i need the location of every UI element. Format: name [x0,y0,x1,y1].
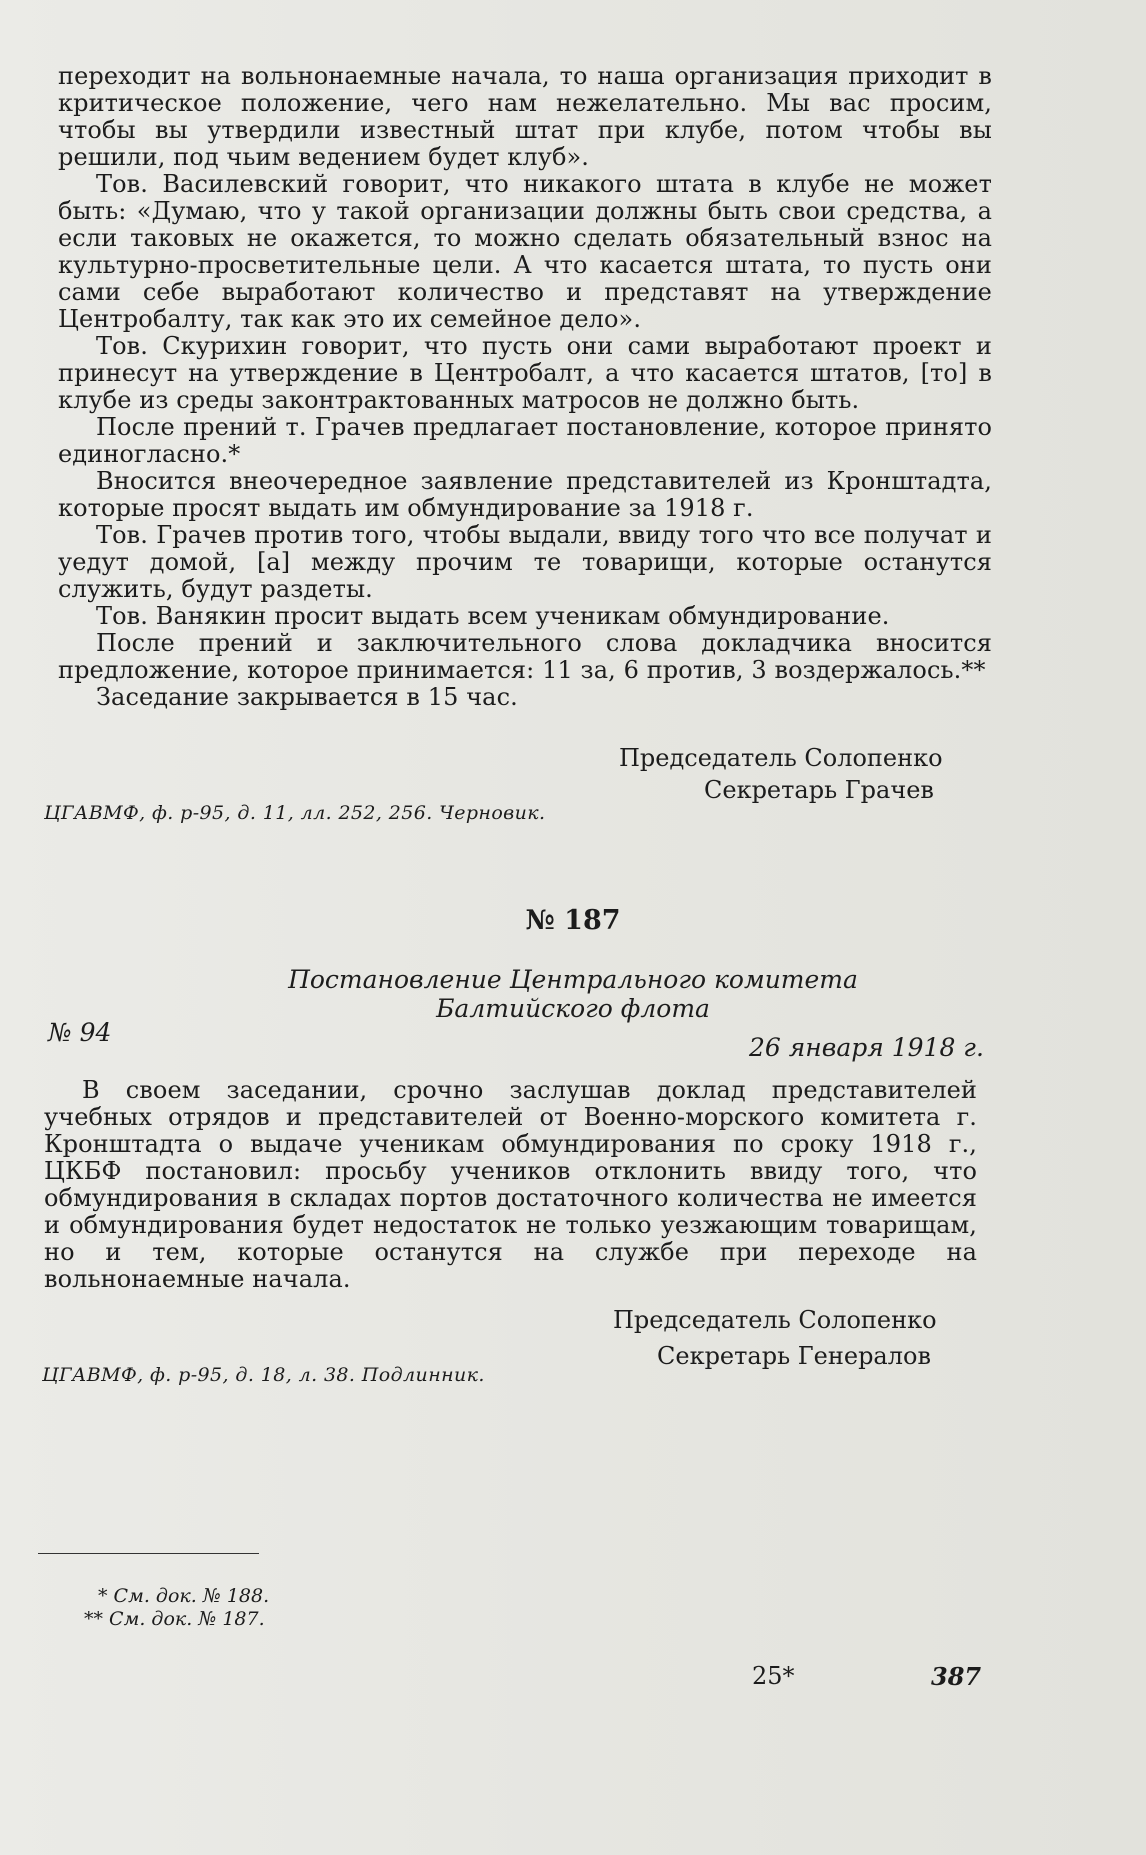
registration-number: № 94 [48,1018,112,1047]
paragraph-kronstadt-request: Вносится внеочередное заявление представителей из Кронштадта, которые просят выдать им обмундирование за 1918 г. [58,467,992,522]
footnote-1: * См. док. № 188. [98,1585,270,1607]
document-date: 26 января 1918 г. [749,1033,984,1062]
footnote-2: ** См. док. № 187. [84,1608,265,1630]
paragraph-grachev-against: Тов. Грачев против того, чтобы выдали, ввиду того что все получат и уедут домой, [а] между прочим те товарищи, которые останутся служить, будут раздеты. [58,521,992,603]
paragraph-vasilevsky: Тов. Василевский говорит, что никакого штата в клубе не может быть: «Думаю, что у такой организации должны быть свои средства, а если таковых не окажется, то можно сделать обязательный взнос на культурно-просветительные цели. А что касается штата, то пусть они сами себе выработают количество и представят на утверждение Центробалту, так как это их семейное дело». [58,170,992,333]
paragraph-closing: Заседание закрывается в 15 час. [96,683,518,711]
paragraph-continuation: переходит на вольнонаемные начала, то наша организация приходит в критическое положение, чего нам нежелательно. Мы вас просим, чтобы вы утвердили известный штат при клубе, потом чтобы вы решили, под чьим ведением будет клуб». [58,62,992,171]
signature-mark: 25* [752,1662,795,1690]
paragraph-skurikhin: Тов. Скурихин говорит, что пусть они сами выработают проект и принесут на утверждение в Центробалт, а что касается штатов, [то] в клубе из среды законтрактованных матросов не должно быть. [58,332,992,414]
secretary-signature-1: Секретарь Грачев [704,776,934,804]
resolution-text-block [44,1077,977,1293]
page-number: 387 [931,1662,982,1691]
paragraph-vanyakin: Тов. Ванякин просит выдать всем ученикам обмундирование. [96,602,890,630]
document-title-line-1: Постановление Центрального комитета [288,965,858,994]
paragraph-vote: После прений и заключительного слова докладчика вносится предложение, которое принимается: 11 за, 6 против, 3 воздержалось.** [58,629,992,684]
document-number: № 187 [525,905,621,936]
top-text-block [58,63,992,711]
archive-source-1: ЦГАВМФ, ф. р-95, д. 11, лл. 252, 256. Черновик. [44,802,546,824]
resolution-body: В своем заседании, срочно заслушав доклад представителей учебных отрядов и представителей от Военно-морского комитета г. Кронштадта о выдаче ученикам обмундирования по сроку 1918 г., ЦКБФ постановил: просьбу учеников отклонить ввиду того, что обмундирования в складах портов достаточного количества не имеется и обмундирования будет недостаток не только уезжающим товарищам, но и тем, которые останутся на службе при переходе на вольнонаемные начала. [44,1076,977,1293]
archive-source-2: ЦГАВМФ, ф. р-95, д. 18, л. 38. Подлинник. [42,1364,485,1386]
paragraph-grachev-proposal: После прений т. Грачев предлагает постановление, которое принято единогласно.* [58,413,992,468]
chairman-signature-2: Председатель Солопенко [613,1306,937,1334]
secretary-signature-2: Секретарь Генералов [657,1342,931,1370]
document-title-line-2: Балтийского флота [436,994,710,1023]
footnote-divider [38,1553,259,1554]
chairman-signature-1: Председатель Солопенко [619,744,943,772]
